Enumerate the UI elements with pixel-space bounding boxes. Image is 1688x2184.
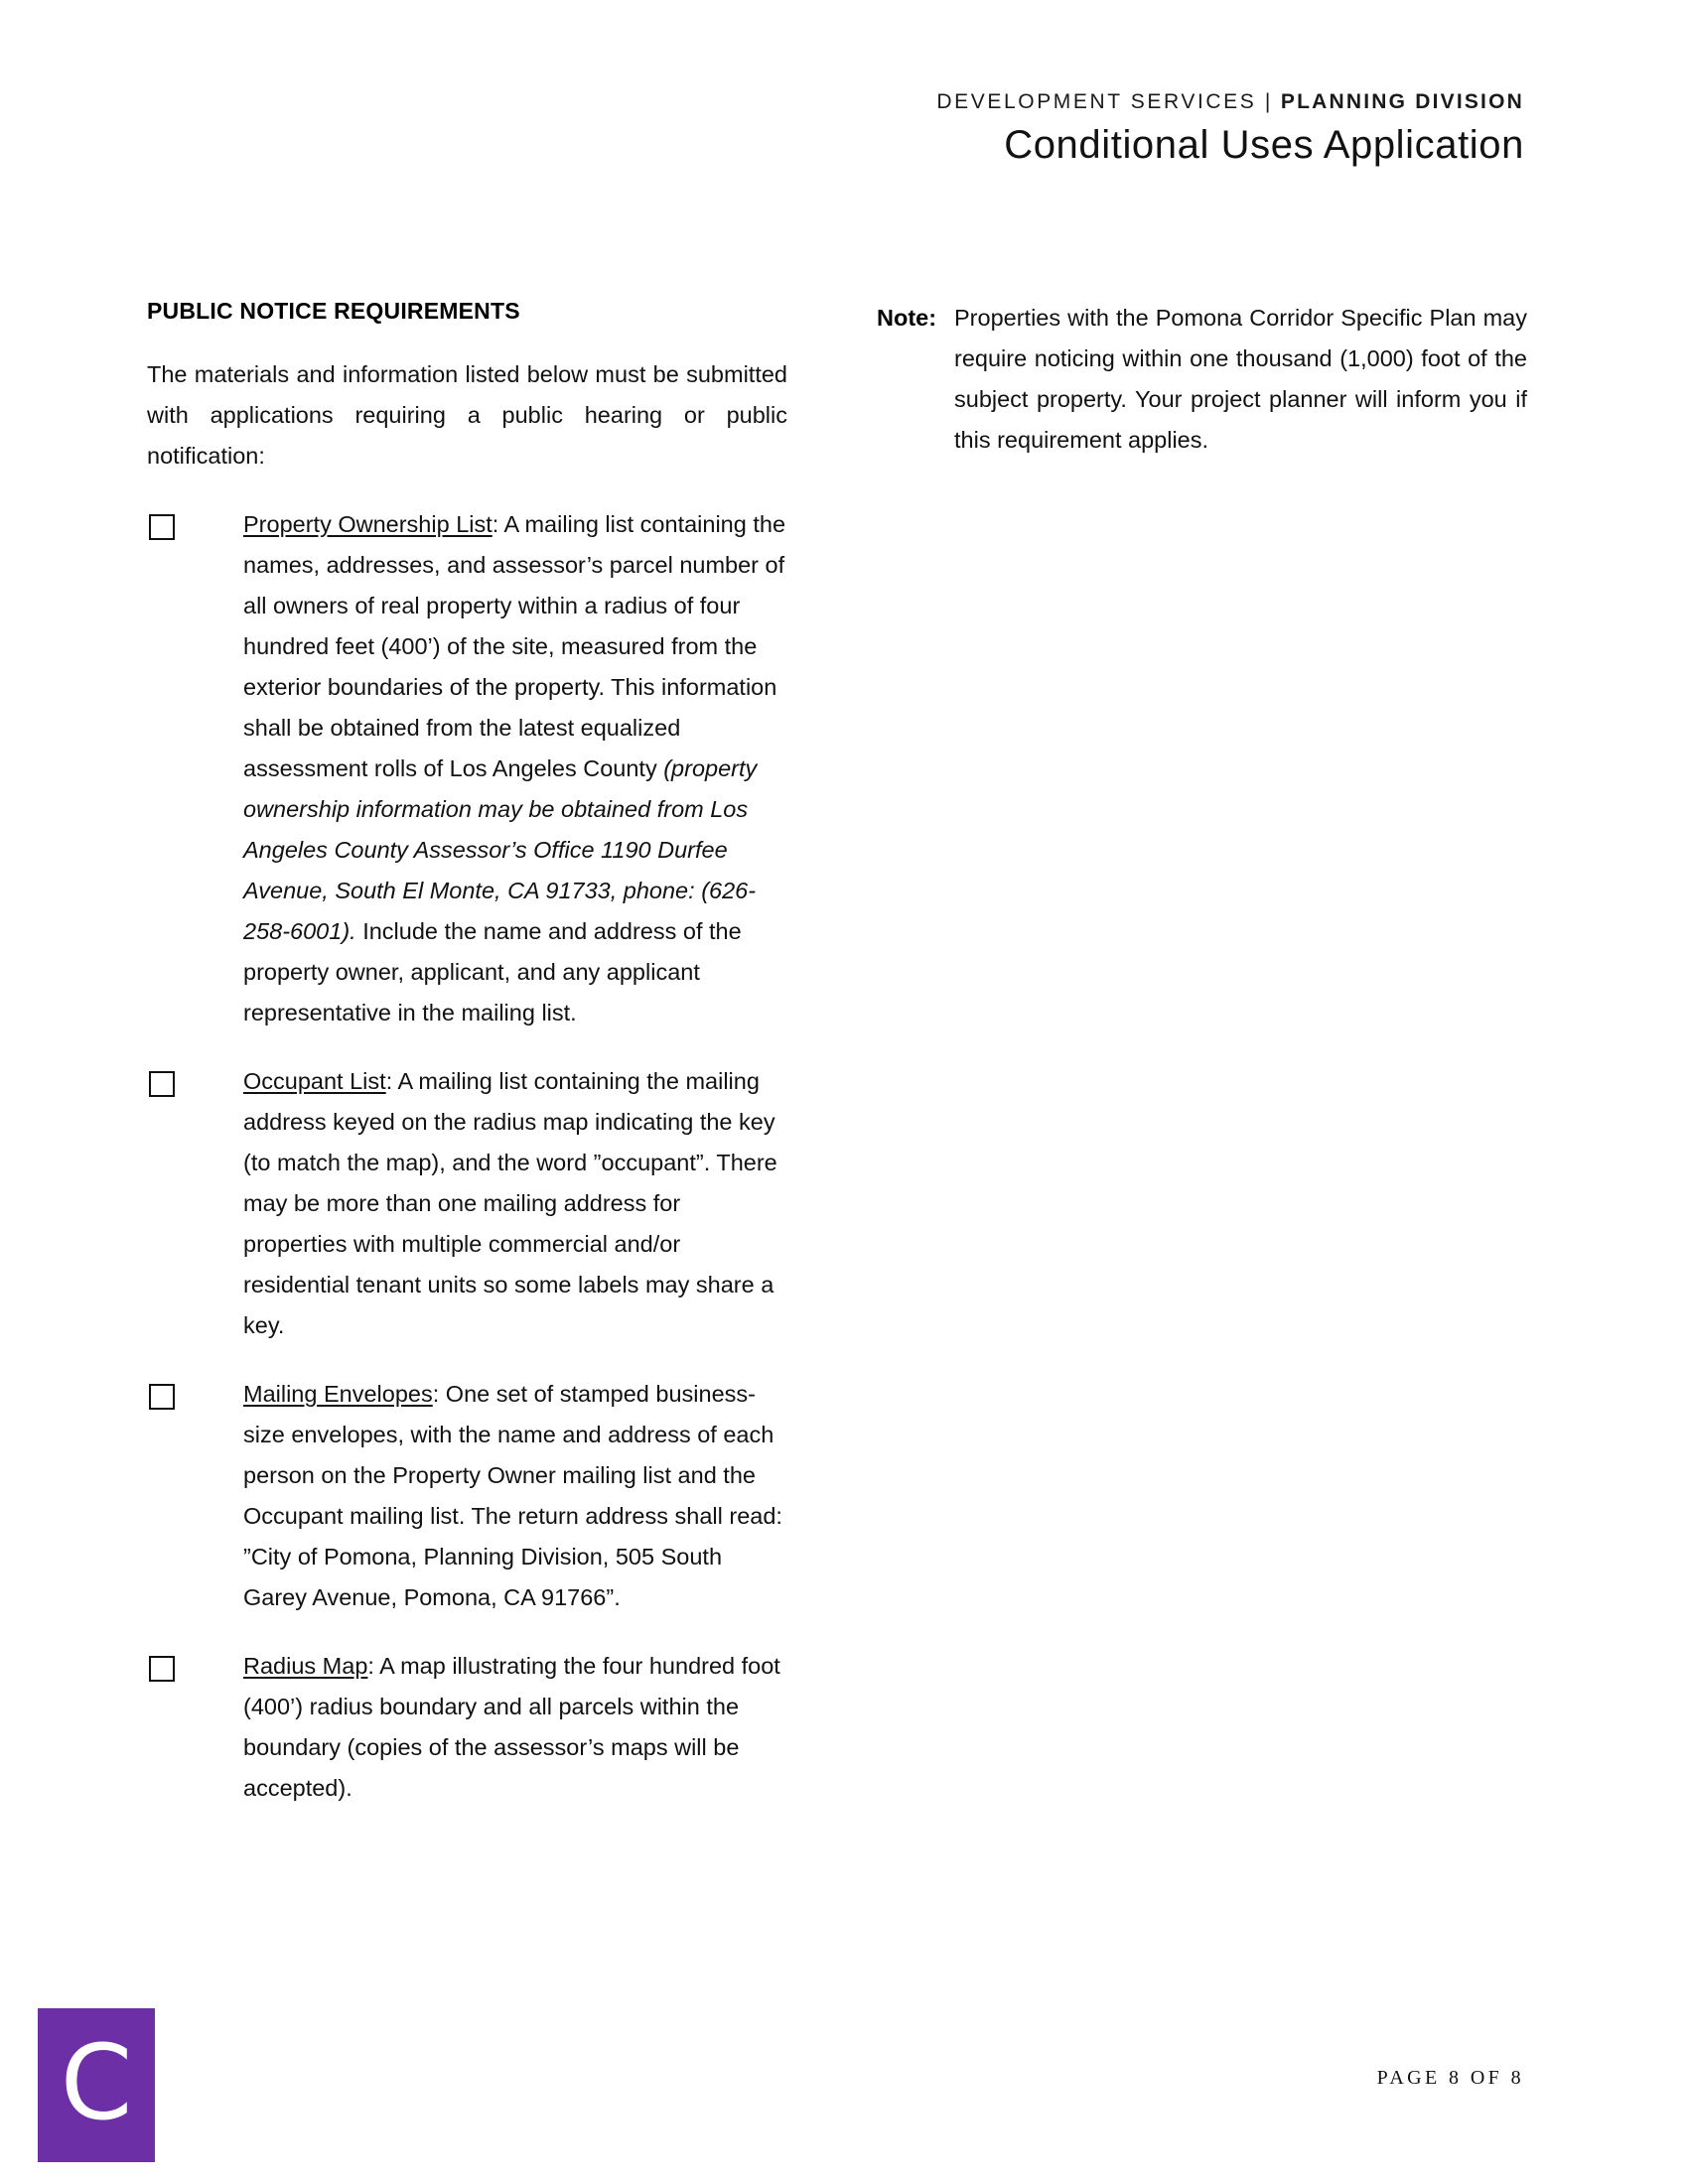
- section-heading: PUBLIC NOTICE REQUIREMENTS: [147, 298, 520, 324]
- list-item-body-tail: Include the name and address of the property owner, applicant, and any applicant representative in the mailing list.: [243, 918, 742, 1025]
- list-item-term: Occupant List: [243, 1068, 386, 1094]
- page-title: Conditional Uses Application: [1004, 123, 1524, 167]
- page-number: PAGE 8 OF 8: [1376, 2067, 1524, 2089]
- list-item-term: Radius Map: [243, 1653, 368, 1679]
- list-item-body: : A mailing list containing the mailing address keyed on the radius map indicating the key (to match the map), and the word ”occupant”. There may be more than one mailing address for properties with multiple commercial and/or residential tenant units so some labels may share a key.: [243, 1068, 777, 1338]
- page-content: [147, 298, 1527, 1809]
- public-notice-checklist: [147, 504, 787, 1809]
- header-kicker-bold: PLANNING DIVISION: [1280, 90, 1524, 113]
- list-item-italic-note: (property ownership information may be obtained from Los Angeles County Assessor’s Office 1190 Durfee Avenue, South El Monte, CA 91733, phone: (626-258-6001).: [243, 755, 758, 944]
- list-item[interactable]: [147, 1374, 787, 1618]
- document-header: [936, 91, 1524, 165]
- list-item[interactable]: [147, 504, 787, 1033]
- note-block: [877, 298, 1527, 461]
- list-item[interactable]: [147, 1646, 787, 1809]
- checkbox-property-ownership-list[interactable]: [149, 514, 175, 540]
- list-item-text: [243, 1653, 780, 1801]
- checkbox-radius-map[interactable]: [149, 1656, 175, 1682]
- brand-logo: [38, 2008, 155, 2162]
- list-item-term: Mailing Envelopes: [243, 1381, 433, 1407]
- header-kicker: [936, 91, 1524, 112]
- list-item-body: : A mailing list containing the names, addresses, and assessor’s parcel number of all owners of real property within a radius of four hundred feet (400’) of the site, measured from the exterior boundaries of the property. This information shall be obtained from the latest equalized assessment rolls of Los Angeles County: [243, 511, 786, 781]
- right-column: [877, 298, 1527, 1809]
- list-item-text: [243, 511, 785, 1025]
- note-text: Properties with the Pomona Corridor Specific Plan may require noticing within one thousand (1,000) foot of the subject property. Your project planner will inform you if this requirement applies.: [954, 305, 1527, 453]
- left-column: [147, 298, 787, 1809]
- header-kicker-light: DEVELOPMENT SERVICES: [936, 90, 1257, 113]
- intro-paragraph: The materials and information listed below must be submitted with applications requiring a public hearing or public notification:: [147, 361, 787, 469]
- list-item[interactable]: [147, 1061, 787, 1346]
- list-item-body: : A map illustrating the four hundred foot (400’) radius boundary and all parcels within the boundary (copies of the assessor’s maps will be accepted).: [243, 1653, 780, 1801]
- list-item-text: [243, 1068, 777, 1338]
- checkbox-mailing-envelopes[interactable]: [149, 1384, 175, 1410]
- list-item-text: [243, 1381, 782, 1610]
- note-label: Note:: [877, 305, 937, 331]
- list-item-body: : One set of stamped business-size envelopes, with the name and address of each person on the Property Owner mailing list and the Occupant mailing list. The return address shall read: ”City of Pomona, Planning Division, 505 South Garey Avenue, Pomona, CA 91766”.: [243, 1381, 782, 1610]
- header-kicker-separator: |: [1264, 90, 1273, 113]
- checkbox-occupant-list[interactable]: [149, 1071, 175, 1097]
- brand-logo-letter: C: [60, 2021, 133, 2143]
- list-item-term: Property Ownership List: [243, 511, 492, 537]
